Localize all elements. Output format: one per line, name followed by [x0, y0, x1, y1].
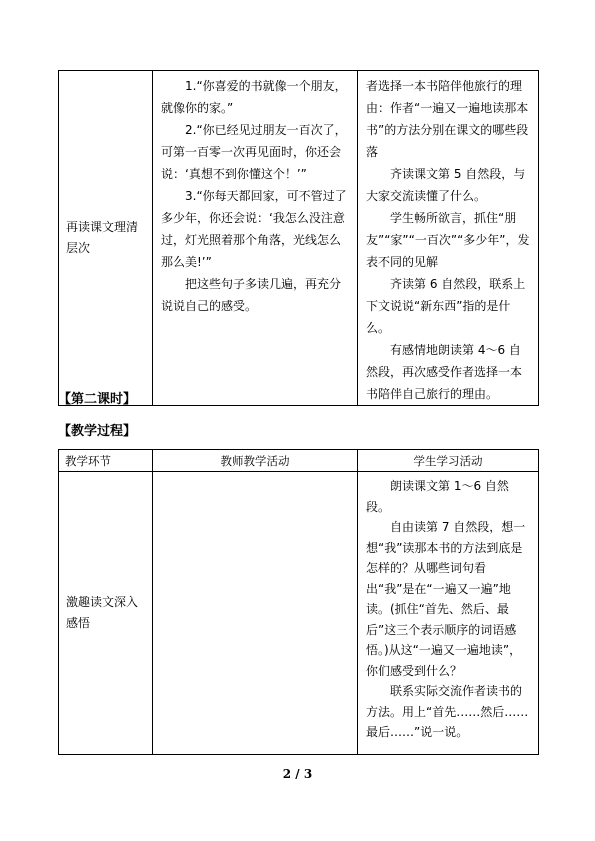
column-header: 教学环节	[59, 450, 153, 472]
table-row	[59, 71, 539, 406]
section-heading-process: 【教学过程】	[58, 424, 137, 439]
quote-paragraph: 2.“你已经见过朋友一百次了，可第一百零一次再见面时，你还会说：‘真想不到你懂这个！’”	[161, 123, 347, 181]
activity-paragraph: 朗读课文第 1～6 自然段。	[366, 479, 509, 514]
continued-paragraph: 者选择一本书陪伴他旅行的理由：作者“一遍又一遍地读那本书”的方法分别在课文的哪些段落	[366, 79, 529, 159]
lesson-process-table	[58, 449, 539, 755]
activity-paragraph: 联系实际交流作者读书的方法。用上“首先……然后……最后……”说一说。	[366, 684, 529, 739]
instruction-paragraph: 把这些句子多读几遍，再充分说说自己的感受。	[161, 277, 342, 313]
student-activity-cell	[358, 472, 539, 755]
activity-paragraph: 有感情地朗读第 4～6 自然段，再次感受作者选择一本书陪伴自己旅行的理由。	[366, 343, 523, 401]
stage-cell: 激趣读文深入感悟	[59, 472, 153, 755]
lesson-table-continued	[58, 70, 539, 406]
quote-paragraph: 1.“你喜爱的书就像一个朋友，就像你的家。”	[161, 79, 347, 115]
activity-paragraph: 自由读第 7 自然段，想一想“我”读那本书的方法到底是怎样的？从哪些词句看出“我”是在“一遍又一遍”地读。(抓住“首先、然后、最后”这三个表示顺序的词语感悟。)从这“一遍又一遍地读”，你们感受到什么？	[366, 520, 526, 678]
student-activity-cell	[358, 71, 539, 406]
column-header: 教师教学活动	[153, 450, 358, 472]
quote-paragraph: 3.“你每天都回家，可不管过了多少年，你还会说：‘我怎么没注意过，灯光照着那个角落，光线怎么那么美!’”	[161, 189, 347, 269]
page-number: 2 / 3	[282, 767, 313, 781]
activity-paragraph: 学生畅所欲言，抓住“朋友”“家”“一百次”“多少年”，发表不同的见解	[366, 211, 530, 269]
stage-cell: 再读课文理清层次	[59, 71, 153, 406]
column-header: 学生学习活动	[358, 450, 539, 472]
table-row	[59, 472, 539, 755]
table-header-row	[59, 450, 539, 472]
activity-paragraph: 齐读第 6 自然段，联系上下文说说“新东西”指的是什么。	[366, 277, 526, 335]
activity-paragraph: 齐读课文第 5 自然段，与大家交流读懂了什么。	[366, 167, 526, 203]
teacher-activity-cell	[153, 71, 358, 406]
section-heading-lesson: 【第二课时】	[58, 392, 137, 407]
teacher-activity-cell	[153, 472, 358, 755]
